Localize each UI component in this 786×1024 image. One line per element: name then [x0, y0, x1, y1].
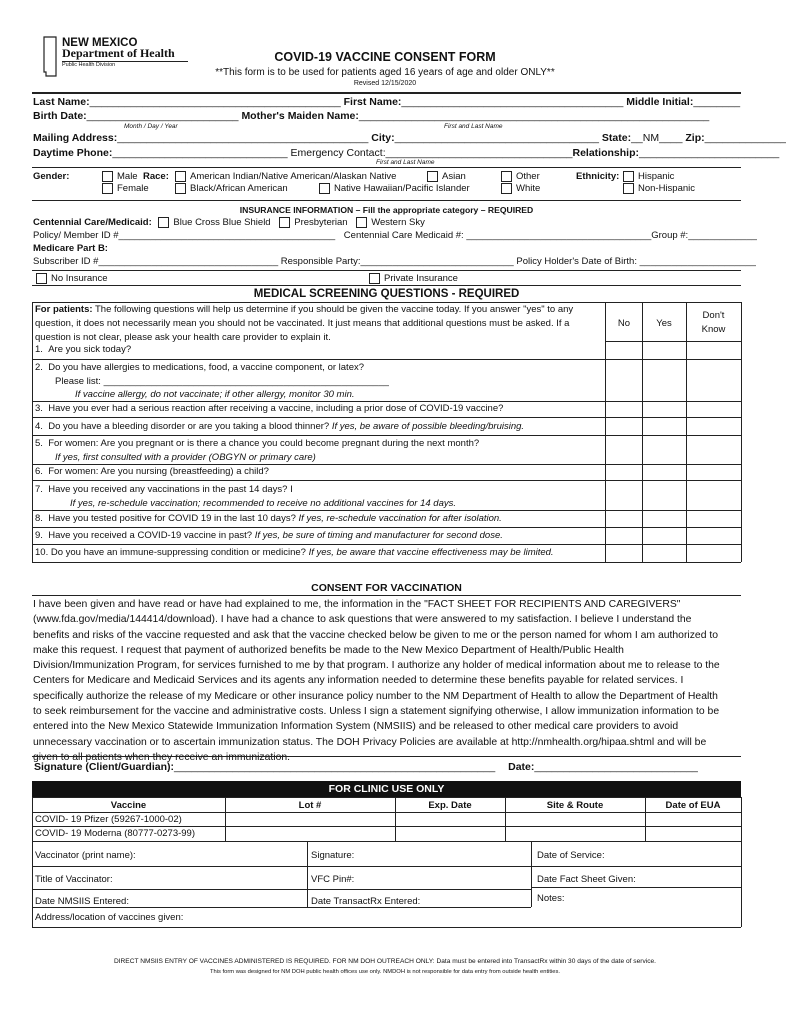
col-header-yes: Yes	[656, 318, 672, 329]
hispanic-checkbox[interactable]	[623, 171, 634, 182]
vaccine-moderna: COVID- 19 Moderna (80777-0273-99)	[35, 828, 196, 839]
col-site-route: Site & Route	[546, 800, 604, 811]
emergency-contact-label: Emergency Contact:	[290, 147, 386, 159]
footer-line-2: This form was designed for NM DOH public health offices use only. NMDOH is not responsible for data entry from outside health entities.	[209, 969, 560, 975]
centennial-label: Centennial Care/Medicaid:	[33, 217, 152, 229]
clinic-row-rule-4	[32, 866, 741, 867]
consent-line: entered into the New Mexico Statewide Immunization Information System (NMSIIS) and be released to other medical care providers to avoid	[33, 721, 679, 733]
zip-label: Zip:	[685, 132, 705, 144]
q1-rule	[32, 359, 741, 360]
clinic-heading: FOR CLINIC USE ONLY	[32, 781, 741, 797]
policy-label: Policy/ Member ID #	[33, 230, 119, 241]
q2-note: If vaccine allergy, do not vaccinate; if other allergy, monitor 30 min.	[75, 389, 355, 400]
consent-line: given to all patients when they receive an immunization.	[33, 751, 291, 763]
no-insurance-label: No Insurance	[51, 273, 108, 285]
white-checkbox[interactable]	[501, 183, 512, 194]
q3-rule	[32, 417, 741, 418]
ethnicity-label: Ethnicity:	[576, 171, 620, 182]
col-vaccine: Vaccine	[110, 800, 147, 811]
asian-label: Asian	[442, 171, 466, 183]
non-hispanic-checkbox[interactable]	[623, 183, 634, 194]
bcbs-checkbox[interactable]	[158, 217, 169, 228]
race-option-white[interactable]	[501, 183, 540, 194]
pacific-islander-label: Native Hawaiian/Pacific Islander	[334, 183, 470, 195]
col-lot: Lot #	[298, 800, 322, 811]
signature-clinic-field[interactable]: Signature:	[311, 850, 355, 861]
relationship-label: Relationship:	[572, 147, 640, 159]
clinic-row-rule-2	[32, 826, 741, 827]
city-field[interactable]: ___________________________________	[394, 132, 599, 144]
question-4: 4. Do you have a bleeding disorder or are you taking a blood thinner? If yes, be aware of possible bleeding/bruising.	[35, 421, 525, 432]
question-3: 3. Have you ever had a serious reaction after receiving a vaccine, including a prior dose of COVID-19 vaccine?	[35, 403, 504, 414]
consent-line: Centers for Medicare and Medicaid Services and its agents any information needed to determine these benefits payable for related services. I	[33, 675, 684, 687]
q7-rule	[32, 510, 741, 511]
screening-intro-line-2: question, it does not necessarily mean you should not be vaccinated. It just means that additional questions must be asked. If a	[35, 318, 570, 329]
q5-rule	[32, 464, 741, 465]
state-field[interactable]: __NM____	[631, 132, 683, 144]
other-label: Other	[516, 171, 540, 183]
birth-date-field[interactable]: __________________________	[86, 110, 239, 122]
clinic-row-rule-5b	[531, 887, 741, 888]
policy-field[interactable]: _________________________________________	[118, 230, 336, 241]
revised-date: Revised 12/15/2020	[353, 80, 417, 87]
logo-line-2: Department of Health	[62, 46, 175, 60]
screening-heading: MEDICAL SCREENING QUESTIONS - REQUIRED	[253, 288, 520, 300]
question-5: 5. For women: Are you pregnant or is there a chance you could become pregnant during the next month?	[35, 438, 480, 449]
clinic-right-border	[741, 797, 742, 927]
western-sky-label: Western Sky	[371, 217, 425, 229]
maiden-name-label: Mother's Maiden Name:	[241, 110, 359, 122]
q9-rule	[32, 544, 741, 545]
date-nmsiis-field[interactable]: Date NMSIIS Entered:	[35, 896, 129, 907]
form-subtitle: **This form is to be used for patients aged 16 years of age and older ONLY**	[215, 67, 555, 78]
notes-field[interactable]: Notes:	[537, 893, 565, 904]
consent-line: Division/Immunization Program, for services furnished to me by that program. I authorize any holder of medical information about me to release to the	[33, 660, 720, 672]
consent-line: to seek reimbursement for the vaccine and administrative costs. Unless I sign a statement signifying otherwise, I allow immunization information to be	[33, 706, 720, 718]
consent-heading-rule	[32, 595, 741, 596]
q2-rule	[32, 401, 741, 402]
black-checkbox[interactable]	[175, 183, 186, 194]
signature-top-rule	[32, 756, 741, 757]
birth-row	[33, 110, 709, 122]
hispanic-label: Hispanic	[638, 171, 675, 183]
non-hispanic-label: Non-Hispanic	[638, 183, 696, 195]
first-name-field[interactable]: ______________________________________	[401, 96, 624, 108]
name-row	[33, 96, 740, 108]
screening-intro-line-1: For patients: The following questions will help us determine if you should be given the vaccine today. If you answer "yes" to any	[35, 304, 574, 315]
clinic-bottom-rule	[32, 927, 741, 928]
consent-line: I have been given and have read or have had explained to me, the information in the "FACT SHEET FOR RECIPIENTS AND CAREGIVERS"	[33, 599, 681, 610]
private-insurance-option[interactable]	[369, 273, 458, 284]
screening-intro-bold: For patients:	[35, 304, 93, 315]
private-insurance-checkbox[interactable]	[369, 273, 380, 284]
middle-initial-label: Middle Initial:	[626, 96, 694, 108]
race-option-black[interactable]	[175, 183, 288, 194]
phone-row	[33, 147, 779, 159]
insurance-top-rule	[32, 200, 741, 201]
gender-label: Gender:	[33, 171, 70, 182]
signature-field[interactable]: _______________________________________________________	[174, 761, 496, 773]
maiden-name-field[interactable]: ____________________________________________________________	[358, 110, 710, 122]
address-vaccines-field[interactable]: Address/location of vaccines given:	[35, 912, 184, 923]
date-label: Date:	[508, 761, 535, 773]
emergency-hint: First and Last Name	[376, 159, 435, 166]
col-exp-date: Exp. Date	[428, 800, 472, 811]
responsible-label: Responsible Party:	[280, 256, 361, 267]
daytime-phone-field[interactable]: ______________________________	[112, 147, 288, 159]
screening-intro-line-3: question is not clear, please ask your health care provider to explain it.	[35, 332, 331, 343]
race-label: Race:	[143, 171, 169, 182]
clinic-row-rule-6	[32, 907, 531, 908]
subscriber-label: Subscriber ID #	[33, 256, 99, 267]
mailing-address-field[interactable]: ___________________________________________	[117, 132, 369, 144]
group-field[interactable]: _____________	[688, 230, 757, 241]
header-rule	[32, 92, 741, 94]
medicaid-number-field[interactable]: ___________________________________	[466, 230, 652, 241]
screening-top-rule	[32, 285, 741, 286]
black-label: Black/African American	[190, 183, 288, 195]
clinic-field-col-2	[531, 841, 532, 907]
footer-line-1: DIRECT NMSIIS ENTRY OF VACCINES ADMINISTERED IS REQUIRED. FOR NM DOH OUTREACH ONLY: Data must be entered into TransactRx within 30 days of the date of service.	[113, 958, 657, 965]
clinic-row-rule-1	[32, 812, 741, 813]
female-label: Female	[117, 183, 149, 195]
insurance-heading: INSURANCE INFORMATION – Fill the appropriate category – REQUIRED	[239, 205, 534, 215]
question-7: 7. Have you received any vaccinations in the past 14 days? I	[35, 484, 293, 495]
question-1: 1. Are you sick today?	[35, 344, 132, 355]
demographics-top-rule	[32, 167, 741, 168]
subscriber-field[interactable]: __________________________________	[98, 256, 279, 267]
ethnicity-option-hispanic[interactable]	[623, 171, 674, 182]
vfc-pin-field[interactable]: VFC Pin#:	[311, 874, 355, 885]
screening-heading-rule	[32, 302, 741, 303]
q5-note: If yes, first consulted with a provider (OBGYN or primary care)	[55, 452, 316, 463]
no-insurance-checkbox[interactable]	[36, 273, 47, 284]
clinic-header-top	[32, 797, 741, 798]
q4-rule	[32, 435, 741, 436]
race-option-pacific-islander[interactable]	[319, 183, 470, 194]
consent-heading: CONSENT FOR VACCINATION	[311, 582, 462, 594]
date-fact-sheet-field[interactable]: Date Fact Sheet Given:	[537, 874, 636, 885]
state-label: State:	[601, 132, 632, 144]
form-title: COVID-19 VACCINE CONSENT FORM	[274, 50, 496, 64]
date-of-service-field[interactable]: Date of Service:	[537, 850, 605, 861]
race-option-american-indian[interactable]	[175, 171, 396, 182]
subscriber-row	[33, 256, 756, 267]
title-vaccinator-field[interactable]: Title of Vaccinator:	[35, 874, 113, 885]
gender-option-female[interactable]	[102, 183, 149, 194]
middle-initial-field[interactable]: ________	[693, 96, 741, 108]
consent-line: specifically authorize the release of my Medicare or other insurance policy number to the NM Department of Health to allow the Department of Health	[33, 690, 718, 702]
other-checkbox[interactable]	[501, 171, 512, 182]
q8-rule	[32, 527, 741, 528]
name-hint: First and Last Name	[444, 123, 503, 130]
white-label: White	[516, 183, 541, 195]
asian-checkbox[interactable]	[427, 171, 438, 182]
consent-paragraph	[33, 597, 741, 765]
male-label: Male	[117, 171, 138, 183]
holder-dob-label: Policy Holder's Date of Birth:	[516, 256, 637, 267]
question-9: 9. Have you received a COVID-19 vaccine in past? If yes, be sure of timing and manufacturer for second dose.	[35, 530, 503, 541]
presbyterian-label: Presbyterian	[294, 217, 348, 229]
dob-hint: Month / Day / Year	[124, 123, 178, 130]
last-name-field[interactable]: ___________________________________________	[89, 96, 341, 108]
address-row	[33, 132, 786, 144]
private-insurance-label: Private Insurance	[384, 273, 458, 285]
relationship-field[interactable]: ________________________	[639, 147, 780, 159]
q10-rule	[32, 562, 741, 563]
western-sky-checkbox[interactable]	[356, 217, 367, 228]
bcbs-label: Blue Cross Blue Shield	[173, 217, 271, 229]
signature-label: Signature (Client/Guardian):	[34, 761, 175, 773]
date-transactrx-field[interactable]: Date TransactRx Entered:	[311, 896, 421, 907]
centennial-row	[33, 217, 425, 228]
gender-option-male[interactable]	[102, 171, 138, 182]
signature-row	[34, 761, 698, 773]
group-label: Group #:	[651, 230, 689, 241]
logo-line-3: Public Health Division	[62, 62, 116, 68]
clinic-row-rule-3	[32, 841, 741, 842]
screening-left-border	[32, 302, 33, 562]
vaccine-pfizer: COVID- 19 Pfizer (59267-1000-02)	[35, 814, 182, 825]
question-6: 6. For women: Are you nursing (breastfeeding) a child?	[35, 466, 269, 477]
birth-date-label: Birth Date:	[33, 110, 87, 122]
clinic-field-col-1	[307, 841, 308, 907]
consent-line: (www.fda.gov/media/144414/download). I have had a chance to ask questions that were answered to my satisfaction. I believe I understand the	[33, 614, 692, 626]
no-insurance-option[interactable]	[36, 273, 108, 284]
american-indian-checkbox[interactable]	[175, 171, 186, 182]
col-date-eua: Date of EUA	[665, 800, 721, 811]
responsible-field[interactable]: _____________________________	[360, 256, 514, 267]
american-indian-label: American Indian/Native American/Alaskan Native	[190, 171, 397, 183]
emergency-contact-field[interactable]: ________________________________	[385, 147, 573, 159]
q7-note: If yes, re-schedule vaccination; recommended to receive no additional vaccines for 14 days.	[70, 498, 457, 509]
question-2: 2. Do you have allergies to medications, food, a vaccine component, or latex?	[35, 362, 365, 373]
daytime-phone-label: Daytime Phone:	[33, 147, 113, 159]
vaccinator-field[interactable]: Vaccinator (print name):	[35, 850, 136, 861]
q2-please-list[interactable]: Please list: ______________________________________________________	[55, 376, 389, 387]
consent-line: unnecessary vaccination or to ascertain immunization status. The DOH Privacy Policies are available at http://nmhealth.org/hipaa.shtml and will be	[33, 736, 707, 748]
policy-row	[33, 230, 757, 241]
question-8: 8. Have you tested positive for COVID 19 in the last 10 days? If yes, re-schedule vaccination for after isolation.	[35, 513, 502, 524]
no-insurance-top-rule	[32, 270, 741, 271]
consent-line: make this request. I request that payment of authorized benefits be made to the New Mexico Department of Health/Public Health	[33, 644, 624, 656]
medicare-label: Medicare Part B:	[33, 243, 108, 254]
medicaid-number-label: Centennial Care Medicaid #:	[343, 230, 464, 241]
zip-field[interactable]: ______________	[704, 132, 786, 144]
col-header-dont-know-2: Know	[701, 324, 726, 335]
pacific-islander-checkbox[interactable]	[319, 183, 330, 194]
col-header-no: No	[617, 318, 631, 329]
logo-line-1: NEW MEXICO	[62, 37, 138, 49]
first-name-label: First Name:	[343, 96, 402, 108]
screening-right-border	[741, 302, 742, 562]
consent-line: benefits and risks of the vaccine requested and ask that the vaccine checked below be given to me or the person named for whom I am authorized to	[33, 629, 719, 641]
ethnicity-option-non-hispanic[interactable]	[623, 183, 695, 194]
col-header-rule	[605, 341, 741, 342]
holder-dob-field[interactable]: ______________________	[639, 256, 756, 267]
male-checkbox[interactable]	[102, 171, 113, 182]
race-option-asian[interactable]	[427, 171, 466, 182]
female-checkbox[interactable]	[102, 183, 113, 194]
mailing-address-label: Mailing Address:	[33, 132, 118, 144]
question-10: 10. Do you have an immune-suppressing condition or medicine? If yes, be aware that vaccine effectiveness may be limited.	[35, 547, 554, 558]
last-name-label: Last Name:	[33, 96, 90, 108]
race-option-other[interactable]	[501, 171, 540, 182]
q6-rule	[32, 480, 741, 481]
col-header-dont-know-1: Don't	[702, 310, 725, 321]
city-label: City:	[371, 132, 395, 144]
date-field[interactable]: ____________________________	[534, 761, 698, 773]
clinic-row-rule-5	[32, 889, 531, 890]
presbyterian-checkbox[interactable]	[279, 217, 290, 228]
